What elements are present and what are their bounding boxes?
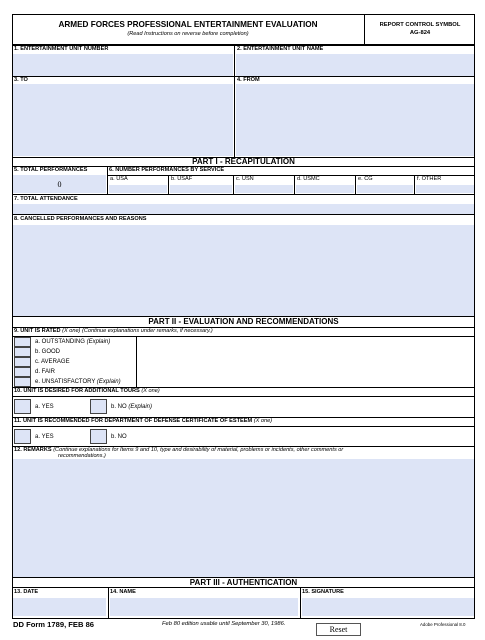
divider-13-14	[108, 587, 109, 619]
checkbox-11b-no[interactable]	[90, 429, 107, 444]
divider-1-2	[234, 45, 235, 157]
form-title: ARMED FORCES PROFESSIONAL ENTERTAINMENT EVALUATION	[58, 20, 318, 29]
label-12-note-cont	[58, 453, 106, 460]
label-9-note: (X one) (Continue explanations under remarks, if necessary.)	[62, 328, 213, 334]
edition-note: Feb 80 edition usable until September 30, 1986.	[162, 621, 286, 627]
checkbox-9e-unsatisfactory[interactable]	[14, 377, 31, 387]
label-11-note: (X one)	[253, 418, 273, 424]
form-id: DD Form 1789, FEB 86	[13, 620, 95, 629]
option-9e	[35, 378, 121, 386]
label-9-text: 9. UNIT IS RATED	[14, 328, 61, 334]
label-6d-usmc: d. USMC	[297, 176, 320, 182]
label-8: 8. CANCELLED PERFORMANCES AND REASONS	[14, 216, 147, 222]
option-10b-text: b. NO	[111, 404, 127, 410]
option-11a-yes: a. YES	[35, 434, 54, 440]
label-10	[14, 388, 160, 395]
divider-6b	[233, 175, 234, 194]
rule-9-header	[12, 336, 475, 337]
field-5-value: 0	[57, 180, 62, 189]
rcs-value: AG-824	[409, 30, 431, 36]
checkbox-9d-fair[interactable]	[14, 367, 31, 377]
form-subtitle: (Read Instructions on reverse before completion)	[127, 31, 249, 37]
reset-button[interactable]: Reset	[316, 623, 361, 636]
option-11b-no: b. NO	[111, 434, 127, 440]
label-12-note-2: recommendations.)	[58, 453, 106, 459]
rule-after-6	[12, 194, 475, 195]
label-6a-usa: a. USA	[110, 176, 128, 182]
label-2: 2. ENTERTAINMENT UNIT NAME	[237, 46, 324, 52]
label-12-text: 12. REMARKS	[14, 447, 52, 453]
label-9	[14, 328, 213, 335]
option-9d-text: d. FAIR	[35, 369, 56, 375]
label-5: 5. TOTAL PERFORMANCES	[14, 167, 88, 173]
part1-title: PART I - RECAPITULATION	[192, 157, 295, 166]
checkbox-11a-yes[interactable]	[14, 429, 31, 444]
option-9d	[35, 368, 55, 376]
label-14: 14. NAME	[110, 589, 136, 595]
checkbox-9c-average[interactable]	[14, 357, 31, 367]
label-4: 4. FROM	[237, 77, 260, 83]
rule-11-header	[12, 426, 475, 427]
label-6c-usn: c. USN	[236, 176, 254, 182]
divider-5-6	[107, 166, 108, 194]
option-9e-note: (Explain)	[96, 379, 121, 385]
label-11	[14, 418, 272, 425]
option-9c	[35, 358, 70, 366]
option-10b	[111, 403, 152, 411]
header-divider	[364, 14, 365, 44]
divider-14-15	[300, 587, 301, 619]
software-note: Adobe Professional 8.0	[420, 622, 466, 627]
rule-after-part3-title	[12, 587, 475, 588]
label-6b-usaf: b. USAF	[171, 176, 193, 182]
option-9c-text: c. AVERAGE	[35, 359, 70, 365]
label-13: 13. DATE	[14, 589, 39, 595]
label-6: 6. NUMBER PERFORMANCES BY SERVICE	[109, 167, 225, 173]
label-10-text: 10. UNIT IS DESIRED FOR ADDITIONAL TOURS	[14, 388, 140, 394]
checkbox-10a-yes[interactable]	[14, 399, 31, 414]
option-9b-text: b. GOOD	[35, 349, 61, 355]
label-11-text: 11. UNIT IS RECOMMENDED FOR DEPARTMENT OF DEFENSE CERTIFICATE OF ESTEEM	[14, 418, 253, 424]
option-10a-yes: a. YES	[35, 404, 54, 410]
option-9a	[35, 338, 110, 346]
option-9a-text: a. OUTSTANDING	[35, 339, 85, 345]
label-1: 1. ENTERTAINMENT UNIT NUMBER	[14, 46, 109, 52]
option-9b	[35, 348, 60, 356]
checkbox-9a-outstanding[interactable]	[14, 337, 31, 347]
option-10b-note: (Explain)	[128, 404, 153, 410]
label-6e-cg: e. CG	[358, 176, 373, 182]
divider-6a	[168, 175, 169, 194]
divider-6d	[355, 175, 356, 194]
label-7: 7. TOTAL ATTENDANCE	[14, 196, 78, 202]
divider-6c	[294, 175, 295, 194]
checkbox-10b-no[interactable]	[90, 399, 107, 414]
part2-title: PART II - EVALUATION AND RECOMMENDATIONS	[148, 317, 339, 326]
divider-6e	[414, 175, 415, 194]
label-3: 3. TO	[14, 77, 28, 83]
part3-title: PART III - AUTHENTICATION	[189, 578, 298, 587]
label-6f-other: f. OTHER	[417, 176, 442, 182]
rule-10-header	[12, 396, 475, 397]
rcs-label: REPORT CONTROL SYMBOL	[379, 22, 461, 28]
label-12-note: (Continue explanations for Items 9 and 10, type and desirability of material, problems or incidents, other comments or	[53, 447, 344, 453]
label-10-note: (X one)	[141, 388, 160, 394]
rule-after-7	[12, 214, 475, 215]
option-9e-text: e. UNSATISFACTORY	[35, 379, 96, 385]
option-9a-note: (Explain)	[86, 339, 111, 345]
label-15: 15. SIGNATURE	[302, 589, 344, 595]
checkbox-9b-good[interactable]	[14, 347, 31, 357]
divider-9-options	[136, 336, 137, 387]
